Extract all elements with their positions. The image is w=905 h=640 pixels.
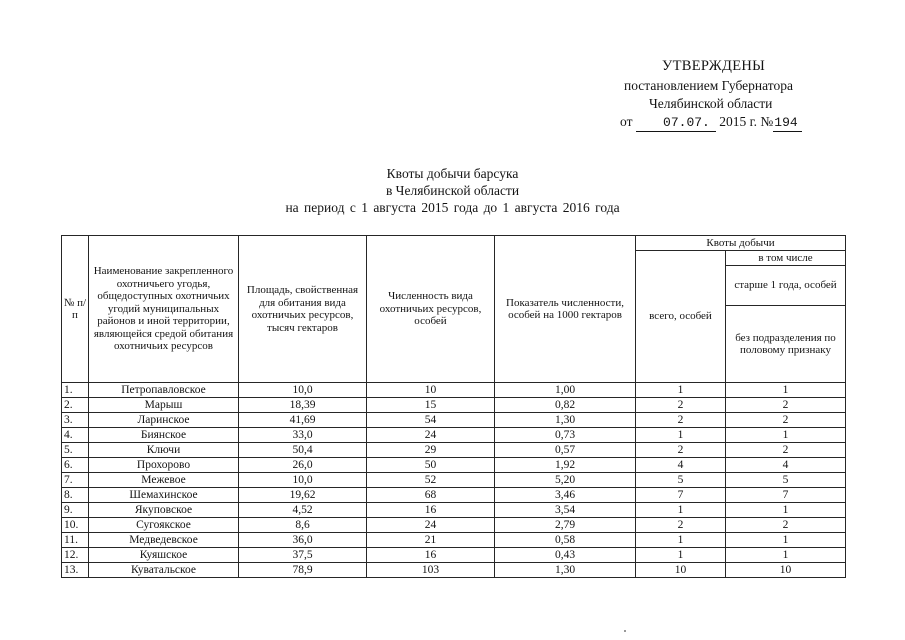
row-no-sex: 2 bbox=[726, 398, 846, 413]
row-total: 10 bbox=[636, 563, 726, 578]
row-number: 4. bbox=[62, 428, 89, 443]
row-count: 52 bbox=[367, 473, 495, 488]
table-row bbox=[62, 413, 846, 428]
table-row bbox=[62, 383, 846, 398]
row-number: 7. bbox=[62, 473, 89, 488]
row-area: 10,0 bbox=[239, 383, 367, 398]
row-total: 1 bbox=[636, 533, 726, 548]
approval-region-line: Челябинской области bbox=[649, 96, 773, 111]
row-area: 4,52 bbox=[239, 503, 367, 518]
document-title bbox=[0, 165, 905, 216]
row-count: 21 bbox=[367, 533, 495, 548]
row-name: Куватальское bbox=[89, 563, 239, 578]
row-total: 5 bbox=[636, 473, 726, 488]
title-line-1: Квоты добычи барсука bbox=[386, 166, 519, 181]
row-name: Сугоякское bbox=[89, 518, 239, 533]
approval-resolution-line: постановлением Губернатора bbox=[624, 78, 793, 93]
header-including: в том числе bbox=[726, 251, 846, 266]
row-total: 2 bbox=[636, 398, 726, 413]
row-density: 0,73 bbox=[495, 428, 636, 443]
row-no-sex: 7 bbox=[726, 488, 846, 503]
row-total: 2 bbox=[636, 443, 726, 458]
row-number: 13. bbox=[62, 563, 89, 578]
header-density: Показатель численности, особей на 1000 гектаров bbox=[495, 236, 636, 383]
row-total: 4 bbox=[636, 458, 726, 473]
row-count: 16 bbox=[367, 503, 495, 518]
row-name: Шемахинское bbox=[89, 488, 239, 503]
row-count: 16 bbox=[367, 548, 495, 563]
row-no-sex: 2 bbox=[726, 443, 846, 458]
row-number: 11. bbox=[62, 533, 89, 548]
table-row bbox=[62, 458, 846, 473]
row-no-sex: 10 bbox=[726, 563, 846, 578]
row-no-sex: 1 bbox=[726, 548, 846, 563]
row-number: 2. bbox=[62, 398, 89, 413]
header-older-than-one: старше 1 года, особей bbox=[726, 266, 846, 306]
row-density: 1,30 bbox=[495, 563, 636, 578]
table-row bbox=[62, 563, 846, 578]
table-row bbox=[62, 503, 846, 518]
row-name: Петропавловское bbox=[89, 383, 239, 398]
row-name: Марыш bbox=[89, 398, 239, 413]
row-density: 3,46 bbox=[495, 488, 636, 503]
table-row bbox=[62, 533, 846, 548]
row-name: Якуповское bbox=[89, 503, 239, 518]
row-number: 8. bbox=[62, 488, 89, 503]
table-row bbox=[62, 488, 846, 503]
header-total: всего, особей bbox=[636, 251, 726, 383]
table-row bbox=[62, 518, 846, 533]
row-name: Куяшское bbox=[89, 548, 239, 563]
row-no-sex: 1 bbox=[726, 533, 846, 548]
header-number: № п/п bbox=[62, 236, 89, 383]
row-number: 6. bbox=[62, 458, 89, 473]
approval-date-field: 07.07. bbox=[636, 114, 716, 132]
row-area: 41,69 bbox=[239, 413, 367, 428]
approval-heading: УТВЕРЖДЕНЫ bbox=[662, 58, 766, 74]
row-area: 26,0 bbox=[239, 458, 367, 473]
row-total: 2 bbox=[636, 518, 726, 533]
row-no-sex: 1 bbox=[726, 503, 846, 518]
row-area: 33,0 bbox=[239, 428, 367, 443]
row-count: 68 bbox=[367, 488, 495, 503]
row-total: 2 bbox=[636, 413, 726, 428]
row-name: Медведевское bbox=[89, 533, 239, 548]
row-density: 0,57 bbox=[495, 443, 636, 458]
row-total: 1 bbox=[636, 503, 726, 518]
row-count: 29 bbox=[367, 443, 495, 458]
row-number: 5. bbox=[62, 443, 89, 458]
row-density: 0,58 bbox=[495, 533, 636, 548]
row-no-sex: 4 bbox=[726, 458, 846, 473]
row-area: 50,4 bbox=[239, 443, 367, 458]
header-count: Численность вида охотничьих ресурсов, особей bbox=[367, 236, 495, 383]
row-total: 1 bbox=[636, 428, 726, 443]
row-total: 1 bbox=[636, 383, 726, 398]
header-no-sex-division: без подразделения по половому признаку bbox=[726, 306, 846, 383]
row-density: 3,54 bbox=[495, 503, 636, 518]
row-area: 18,39 bbox=[239, 398, 367, 413]
row-density: 1,30 bbox=[495, 413, 636, 428]
row-area: 19,62 bbox=[239, 488, 367, 503]
row-count: 24 bbox=[367, 428, 495, 443]
approval-number-field: 194 bbox=[773, 114, 801, 132]
row-no-sex: 5 bbox=[726, 473, 846, 488]
scan-speck bbox=[624, 630, 626, 632]
table-row bbox=[62, 473, 846, 488]
approval-date-line bbox=[620, 113, 802, 132]
row-number: 9. bbox=[62, 503, 89, 518]
row-no-sex: 2 bbox=[726, 518, 846, 533]
row-number: 1. bbox=[62, 383, 89, 398]
row-name: Биянское bbox=[89, 428, 239, 443]
row-no-sex: 1 bbox=[726, 383, 846, 398]
row-no-sex: 1 bbox=[726, 428, 846, 443]
row-name: Межевое bbox=[89, 473, 239, 488]
row-total: 7 bbox=[636, 488, 726, 503]
title-line-2: в Челябинской области bbox=[385, 183, 520, 198]
row-number: 3. bbox=[62, 413, 89, 428]
approval-from-label: от bbox=[620, 114, 633, 129]
quota-table bbox=[61, 235, 846, 578]
row-area: 37,5 bbox=[239, 548, 367, 563]
row-number: 12. bbox=[62, 548, 89, 563]
row-count: 103 bbox=[367, 563, 495, 578]
row-no-sex: 2 bbox=[726, 413, 846, 428]
row-area: 36,0 bbox=[239, 533, 367, 548]
table-row bbox=[62, 443, 846, 458]
row-area: 8,6 bbox=[239, 518, 367, 533]
table-row bbox=[62, 428, 846, 443]
title-line-3: на период с 1 августа 2015 года до 1 августа 2016 года bbox=[285, 200, 620, 215]
header-name: Наименование закрепленного охотничьего угодья, общедоступных охотничьих угодий муниципальных районов и иной территории, являющейся средой обитания охотничьих ресурсов bbox=[89, 236, 239, 383]
header-area: Площадь, свойственная для обитания вида охотничьих ресурсов, тысяч гектаров bbox=[239, 236, 367, 383]
row-name: Ключи bbox=[89, 443, 239, 458]
row-count: 10 bbox=[367, 383, 495, 398]
row-density: 0,43 bbox=[495, 548, 636, 563]
row-count: 50 bbox=[367, 458, 495, 473]
row-density: 5,20 bbox=[495, 473, 636, 488]
row-density: 1,00 bbox=[495, 383, 636, 398]
approval-year-text: 2015 г. № bbox=[715, 114, 774, 129]
row-number: 10. bbox=[62, 518, 89, 533]
table-row bbox=[62, 398, 846, 413]
row-density: 2,79 bbox=[495, 518, 636, 533]
row-area: 78,9 bbox=[239, 563, 367, 578]
row-density: 1,92 bbox=[495, 458, 636, 473]
row-name: Прохорово bbox=[89, 458, 239, 473]
header-quota-group: Квоты добычи bbox=[636, 236, 846, 251]
row-name: Ларинское bbox=[89, 413, 239, 428]
row-count: 54 bbox=[367, 413, 495, 428]
row-density: 0,82 bbox=[495, 398, 636, 413]
row-count: 24 bbox=[367, 518, 495, 533]
row-area: 10,0 bbox=[239, 473, 367, 488]
row-count: 15 bbox=[367, 398, 495, 413]
row-total: 1 bbox=[636, 548, 726, 563]
table-row bbox=[62, 548, 846, 563]
